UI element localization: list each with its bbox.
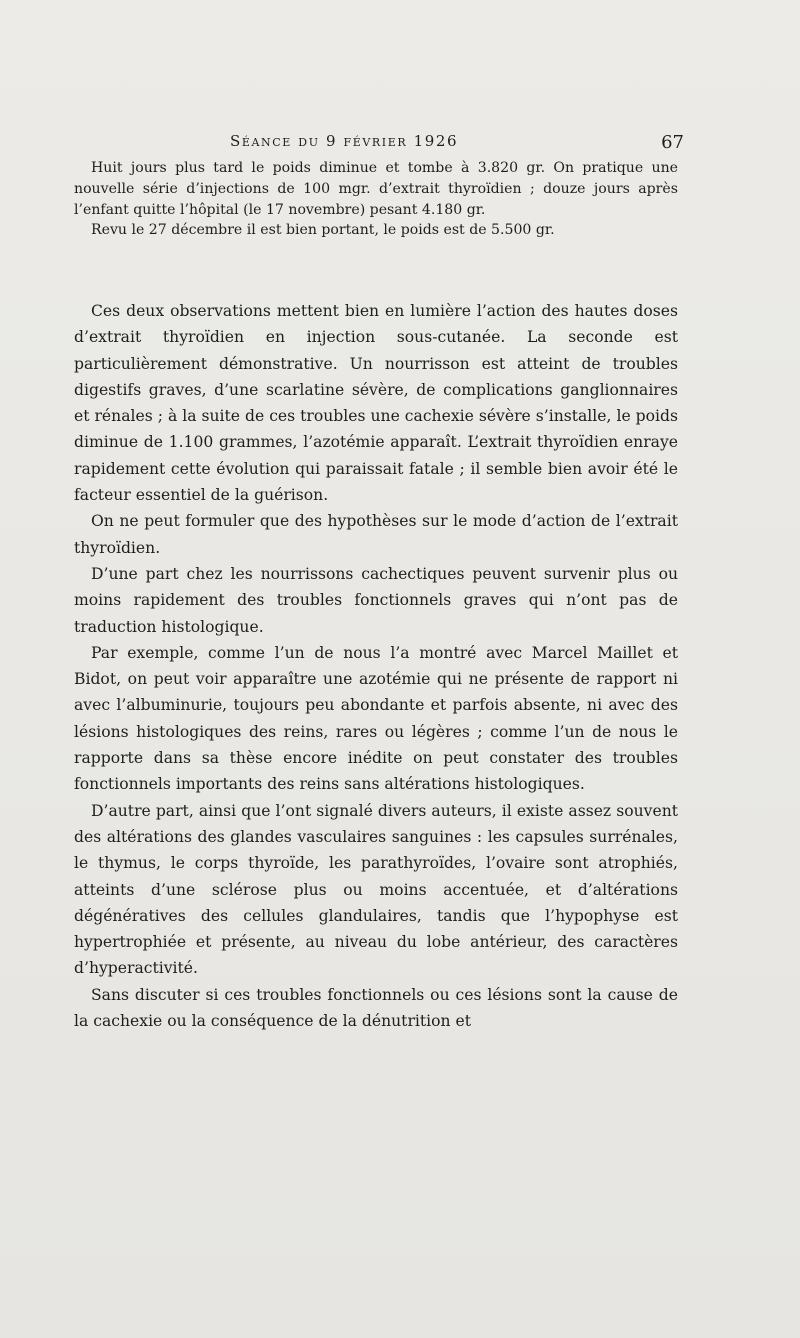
body-text	[74, 298, 678, 1034]
paragraph: Sans discuter si ces troubles fonctionnels ou ces lésions sont la cause de la cachexie ou la conséquence de la dénutrition et	[74, 985, 678, 1031]
paragraph: Par exemple, comme l’un de nous l’a montré avec Marcel Maillet et Bidot, on peut voir apparaître une azotémie qui ne présente de rapport ni avec l’albuminurie, toujours peu abondante et parfois absente, ni avec des lésions histologiques des reins, rares ou légères ; comme l’un de nous le rapporte dans sa thèse encore inédite on peut constater des troubles fonctionnels importants des reins sans altérations histologiques.	[74, 643, 678, 794]
paragraph: On ne peut formuler que des hypothèses sur le mode d’action de l’extrait thyroïdien.	[74, 512, 678, 557]
running-head: Séance du 9 février 1926	[230, 132, 459, 150]
case-notes	[74, 158, 678, 241]
page-number: 67	[661, 132, 684, 153]
paragraph: D’une part chez les nourrissons cachectiques peuvent survenir plus ou moins rapidement des troubles fonctionnels graves qui n’ont pas de traduction histologique.	[74, 564, 678, 636]
page-header	[74, 132, 684, 154]
case-note: Huit jours plus tard le poids diminue et tombe à 3.820 gr. On pratique une nouvelle série d’injections de 100 mgr. d’extrait thyroïdien ; douze jours après l’enfant quitte l’hôpital (le 17 novembre) pesant 4.180 gr.	[74, 160, 678, 218]
case-note: Revu le 27 décembre il est bien portant, le poids est de 5.500 gr.	[91, 222, 555, 239]
paragraph: D’autre part, ainsi que l’ont signalé divers auteurs, il existe assez souvent des altérations des glandes vasculaires sanguines : les capsules surrénales, le thymus, le corps thyroïde, les parathyroïdes, l’ovaire sont atrophiés, atteints d’une sclérose plus ou moins accentuée, et d’altérations dégénératives des cellules glandulaires, tandis que l’hypophyse est hypertrophiée et présente, au niveau du lobe antérieur, des caractères d’hyperactivité.	[74, 801, 678, 978]
paragraph: Ces deux observations mettent bien en lumière l’action des hautes doses d’extrait thyroïdien en injection sous-cutanée. La seconde est particulièrement démonstrative. Un nourrisson est atteint de troubles digestifs graves, d’une scarlatine sévère, de complications ganglionnaires et rénales ; à la suite de ces troubles une cachexie sévère s’installe, le poids diminue de 1.100 grammes, l’azotémie apparaît. L’extrait thyroïdien enraye rapidement cette évolution qui paraissait fatale ; il semble bien avoir été le facteur essentiel de la guérison.	[74, 302, 678, 505]
